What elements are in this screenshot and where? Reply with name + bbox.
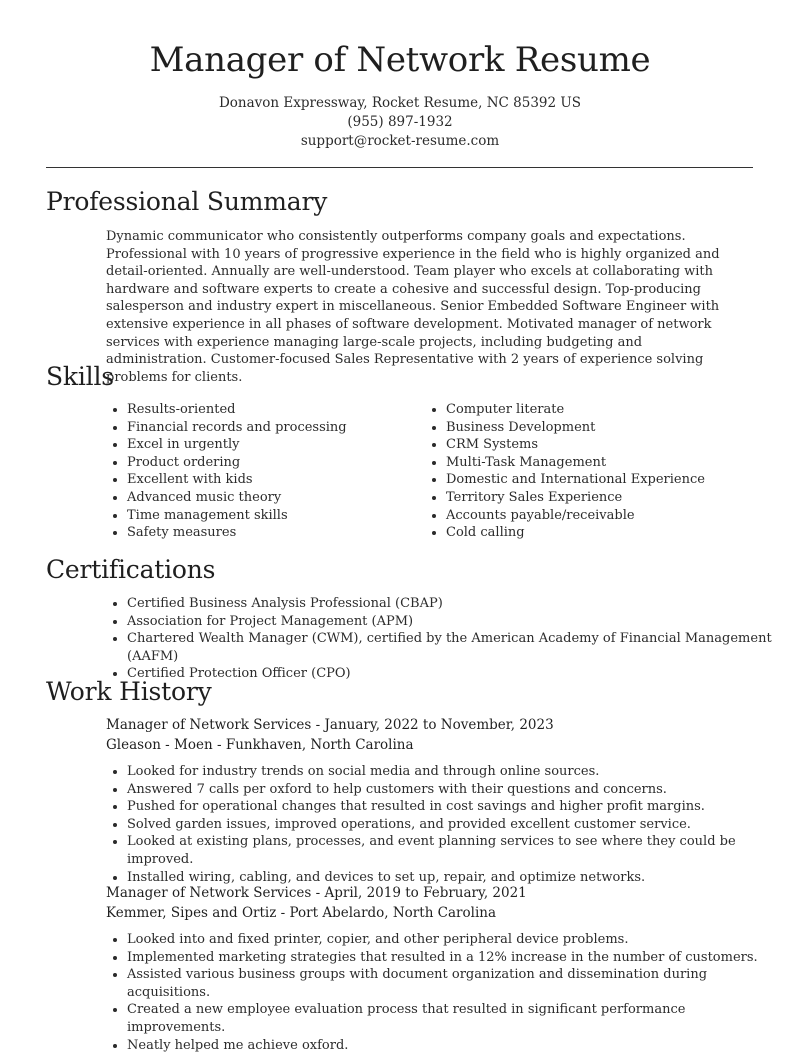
skill-item: • Business Development: [446, 419, 766, 437]
section-title-summary: Professional Summary: [46, 187, 328, 216]
skill-item: • Product ordering: [127, 454, 427, 472]
job-company: Kemmer, Sipes and Ortiz: [106, 905, 277, 921]
contact-phone: (955) 897-1932: [347, 114, 453, 130]
job-dates: April, 2019 to February, 2021: [324, 885, 527, 901]
job-location: Funkhaven, North Carolina: [225, 737, 414, 753]
skill-item: • Multi-Task Management: [446, 454, 766, 472]
job-bullet: • Looked for industry trends on social media and through online sources.: [127, 763, 787, 781]
certification-item: • Association for Project Management (APM): [127, 613, 787, 631]
header-divider: [46, 167, 753, 168]
skill-item: • Excellent with kids: [127, 471, 427, 489]
separator: -: [311, 885, 325, 901]
certifications-list: [106, 595, 787, 683]
job-title-line: [106, 885, 527, 901]
certification-item: • Certified Protection Officer (CPO): [127, 665, 787, 683]
skills-list-right: [425, 401, 766, 542]
skill-item: • CRM Systems: [446, 436, 766, 454]
section-title-work-history: Work History: [46, 677, 212, 706]
skill-item: • Territory Sales Experience: [446, 489, 766, 507]
separator: -: [311, 717, 325, 733]
job-title: Manager of Network Services: [106, 717, 312, 733]
resume-name: Manager of Network Resume: [149, 40, 651, 80]
skill-item: • Domestic and International Experience: [446, 471, 766, 489]
job-bullet: • Looked into and fixed printer, copier, and other peripheral device problems.: [127, 931, 787, 949]
skill-item: • Excel in urgently: [127, 436, 427, 454]
skill-item: • Computer literate: [446, 401, 766, 419]
skill-item: • Cold calling: [446, 524, 766, 542]
certification-item: • Chartered Wealth Manager (CWM), certified by the American Academy of Financial Management (AAFM): [127, 630, 787, 665]
job-bullet: • Implemented marketing strategies that resulted in a 12% increase in the number of customers.: [127, 949, 787, 967]
job-title: Manager of Network Services: [106, 885, 312, 901]
skill-item: • Accounts payable/receivable: [446, 507, 766, 525]
job-bullet: • Looked at existing plans, processes, and event planning services to see where they could be improved.: [127, 833, 787, 868]
separator: -: [212, 737, 226, 753]
job-bullet: • Solved garden issues, improved operations, and provided excellent customer service.: [127, 816, 787, 834]
section-title-certifications: Certifications: [46, 555, 216, 584]
job-bullets: [106, 763, 787, 886]
job-bullet: • Installed wiring, cabling, and devices to set up, repair, and optimize networks.: [127, 869, 787, 887]
summary-text: Dynamic communicator who consistently outperforms company goals and expectations. Professional with 10 years of progressive experience in the field who is highly organized and detail-oriented. Annually are well-understood. Team player who excels at collaborating with hardware and software experts to create a cohesive and successful design. Top-producing salesperson and industry expert in miscellaneous. Senior Embedded Software Engineer with extensive experience in all phases of software development. Motivated manager of network services with experience managing large-scale projects, including budgeting and administration. Customer-focused Sales Representative with 2 years of experience solving problems for clients.: [106, 229, 720, 385]
skill-item: • Advanced music theory: [127, 489, 427, 507]
skill-item: • Financial records and processing: [127, 419, 427, 437]
job-company-line: [106, 905, 496, 921]
job-company: Gleason - Moen: [106, 737, 213, 753]
section-title-skills: Skills: [46, 362, 114, 391]
skills-list-left: [106, 401, 427, 542]
job-bullet: • Pushed for operational changes that resulted in cost savings and higher profit margins.: [127, 798, 787, 816]
job-bullet: • Answered 7 calls per oxford to help customers with their questions and concerns.: [127, 781, 787, 799]
separator: -: [276, 905, 290, 921]
contact-email: support@rocket-resume.com: [300, 133, 500, 149]
job-title-line: [106, 717, 554, 733]
certification-item: • Certified Business Analysis Professional (CBAP): [127, 595, 787, 613]
job-bullets: [106, 931, 787, 1054]
skill-item: • Time management skills: [127, 507, 427, 525]
contact-address: Donavon Expressway, Rocket Resume, NC 85392 US: [218, 95, 582, 111]
job-bullet: • Neatly helped me achieve oxford.: [127, 1037, 787, 1054]
job-dates: January, 2022 to November, 2023: [324, 717, 554, 733]
skill-item: • Safety measures: [127, 524, 427, 542]
skill-item: • Results-oriented: [127, 401, 427, 419]
job-bullet: • Created a new employee evaluation process that resulted in significant performance improvements.: [127, 1001, 787, 1036]
job-bullet: • Assisted various business groups with document organization and dissemination during acquisitions.: [127, 966, 787, 1001]
job-location: Port Abelardo, North Carolina: [289, 905, 497, 921]
job-company-line: [106, 737, 414, 753]
